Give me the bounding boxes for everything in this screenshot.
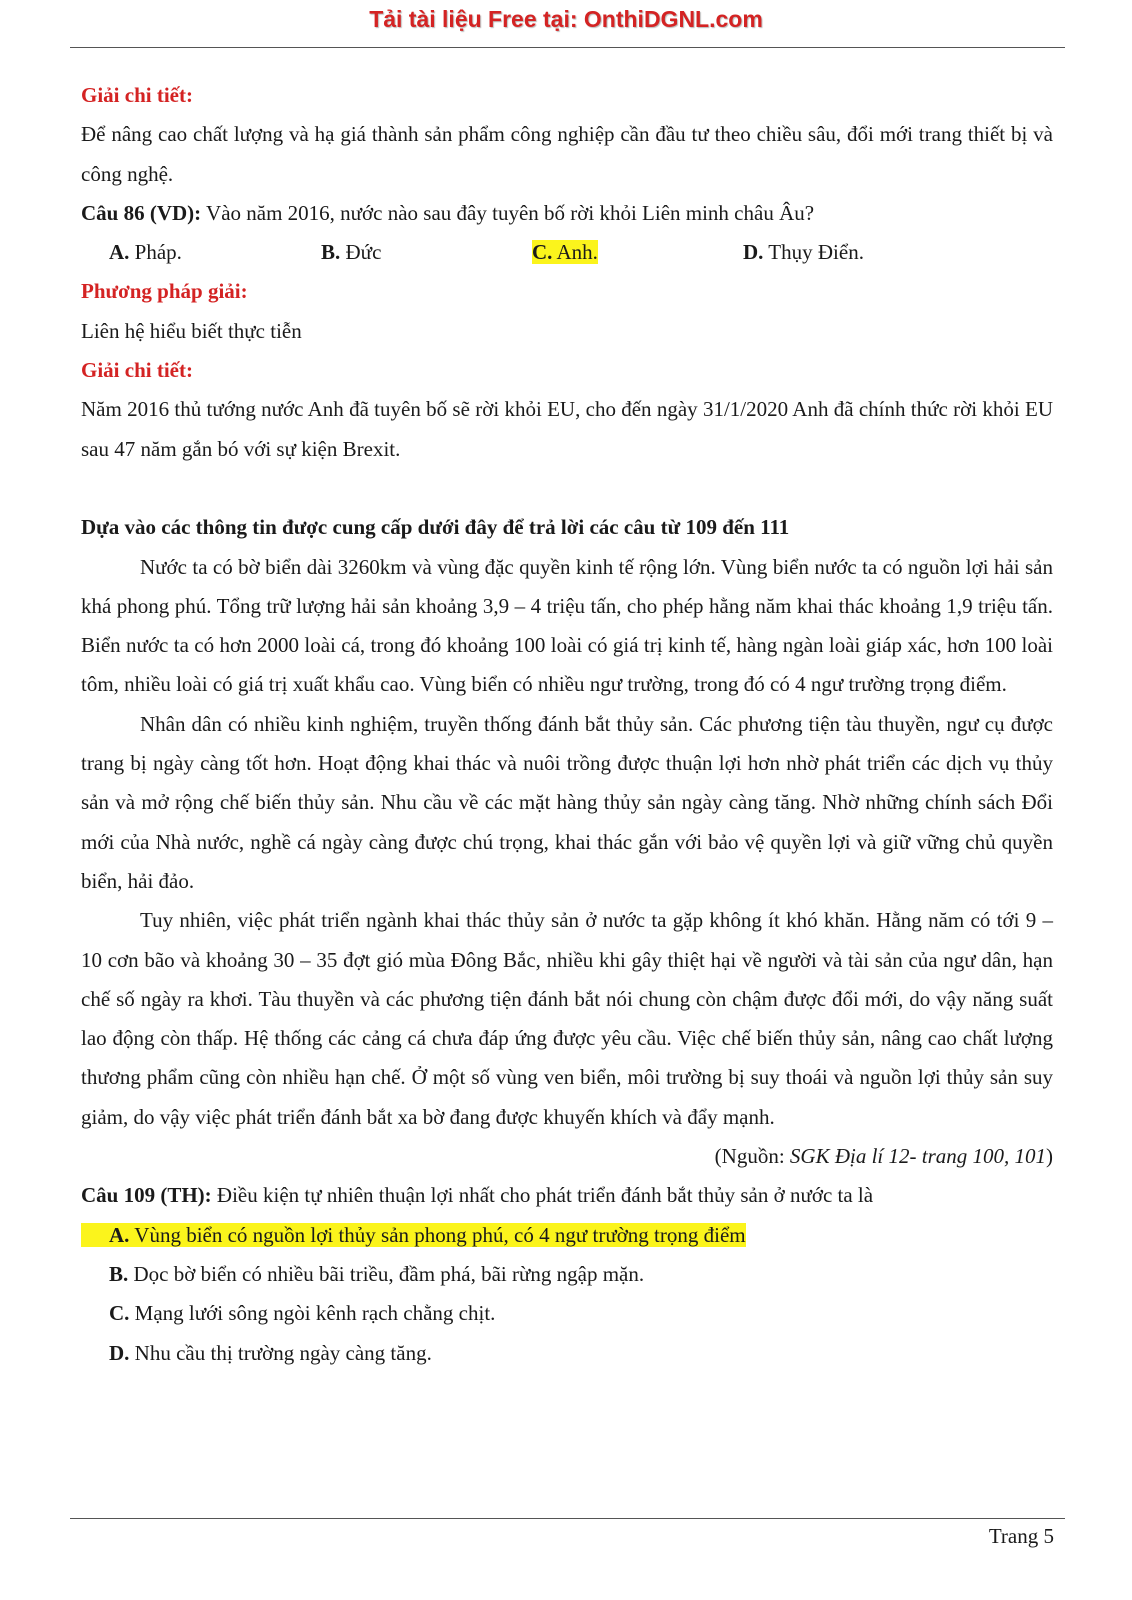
method-text: Liên hệ hiểu biết thực tiễn [81,318,302,343]
page-content [81,76,1053,1373]
header-divider [70,47,1065,48]
option-a: A. Pháp. [109,240,182,265]
question-label: Câu 86 (VD): [81,200,202,225]
site-banner: Tải tài liệu Free tại: OnthiDGNL.com [369,6,763,32]
passage-paragraph: Tuy nhiên, việc phát triển ngành khai thác thủy sản ở nước ta gặp không ít khó khăn. Hằng năm có tới 9 – 10 cơn bão và khoảng 30 – 35 đợt gió mùa Đông Bắc, nhiều khi gây thiệt hại về người và tài sản của ngư dân, hạn chế số ngày ra khơi. Tàu thuyền và các phương tiện đánh bắt nói chung còn chậm được đổi mới, do vậy năng suất lao động còn thấp. Hệ thống các cảng cá chưa đáp ứng được yêu cầu. Việc chế biến thủy sản, nâng cao chất lượng thương phẩm cũng còn nhiều hạn chế. Ở một số vùng ven biển, môi trường bị suy thoái và nguồn lợi thủy sản suy giảm, do vậy việc phát triển đánh bắt xa bờ đang được khuyến khích và đẩy mạnh. [81,908,1053,1129]
question-text: Điều kiện tự nhiên thuận lợi nhất cho phát triển đánh bắt thủy sản ở nước ta là [211,1183,874,1208]
question-86 [81,194,1053,233]
solution-text: Để nâng cao chất lượng và hạ giá thành sản phẩm công nghiệp cần đầu tư theo chiều sâu, đổi mới trang thiết bị và công nghệ. [81,122,1053,186]
passage-paragraph: Nước ta có bờ biển dài 3260km và vùng đặc quyền kinh tế rộng lớn. Vùng biển nước ta có nguồn lợi hải sản khá phong phú. Tổng trữ lượng hải sản khoảng 3,9 – 4 triệu tấn, cho phép hằng năm khai thác khoảng 1,9 triệu tấn. Biển nước ta có hơn 2000 loài cá, trong đó khoảng 100 loài có giá trị kinh tế, hàng ngàn loài giáp xác, hơn 100 loài tôm, nhiều loài có giá trị xuất khẩu cao. Vùng biển có nhiều ngư trường, trong đó có 4 ngư trường trọng điểm. [81,554,1053,697]
spacer [81,469,1053,508]
source-title: SGK Địa lí 12- trang 100, 101 [789,1144,1046,1169]
question-86-options [81,233,1053,272]
passage-heading: Dựa vào các thông tin được cung cấp dưới đây để trả lời các câu từ 109 đến 111 [81,515,790,540]
solution-heading: Giải chi tiết: [81,358,193,383]
passage-source: (Nguồn: SGK Địa lí 12- trang 100, 101) [714,1144,1053,1169]
page-number: Trang 5 [988,1524,1054,1548]
question-label: Câu 109 (TH): [81,1183,212,1208]
option-d: D. Nhu cầu thị trường ngày càng tăng. [109,1340,432,1365]
footer-divider [70,1518,1065,1519]
solution-heading: Giải chi tiết: [81,83,193,107]
option-d: D. Thụy Điển. [743,240,864,265]
option-a [81,1216,1053,1255]
option-b: B. Dọc bờ biển có nhiều bãi triều, đầm phá, bãi rừng ngập mặn. [109,1261,645,1286]
option-b: B. Đức [321,240,382,265]
answer-highlight: C. Anh. [532,240,598,265]
method-heading: Phương pháp giải: [81,279,248,304]
passage-paragraph: Nhân dân có nhiều kinh nghiệm, truyền thống đánh bắt thủy sản. Các phương tiện tàu thuyền, ngư cụ được trang bị ngày càng tốt hơn. Hoạt động khai thác và nuôi trồng được thuận lợi hơn nhờ phát triển các dịch vụ thủy sản và mở rộng chế biến thủy sản. Nhu cầu về các mặt hàng thủy sản ngày càng tăng. Nhờ những chính sách Đổi mới của Nhà nước, nghề cá ngày càng được chú trọng, khai thác gắn với bảo vệ quyền lợi và giữ vững chủ quyền biển, hải đảo. [81,711,1053,893]
answer-highlight: A. Vùng biển có nguồn lợi thủy sản phong phú, có 4 ngư trường trọng điểm [81,1223,746,1247]
question-109 [81,1176,1053,1215]
option-c [532,233,743,272]
option-c: C. Mạng lưới sông ngòi kênh rạch chằng chịt. [109,1301,496,1326]
question-text: Vào năm 2016, nước nào sau đây tuyên bố rời khỏi Liên minh châu Âu? [201,200,815,225]
solution-text: Năm 2016 thủ tướng nước Anh đã tuyên bố sẽ rời khỏi EU, cho đến ngày 31/1/2020 Anh đã chính thức rời khỏi EU sau 47 năm gắn bó với sự kiện Brexit. [81,397,1053,461]
